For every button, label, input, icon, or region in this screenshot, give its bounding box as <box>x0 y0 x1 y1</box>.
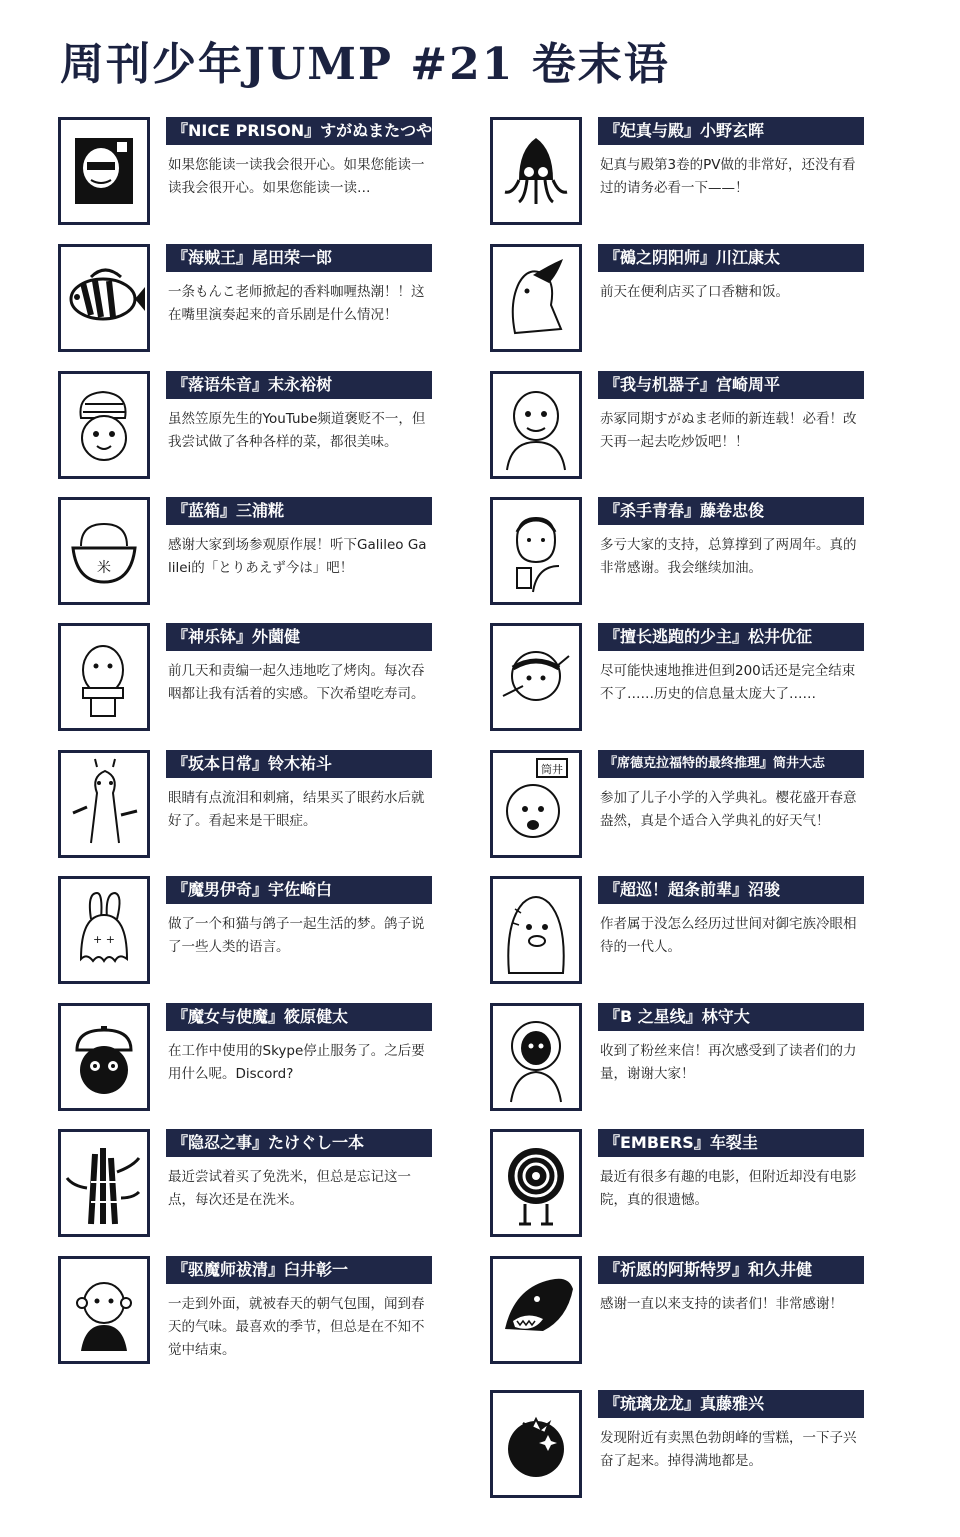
bird-man-icon <box>58 623 150 731</box>
svg-text:筒井: 筒井 <box>541 763 563 776</box>
entry-comment: 作者属于没怎么经历过世间对御宅族冷眼相待的一代人。 <box>600 916 857 955</box>
entry-header: 『蓝箱』三浦糀 <box>166 497 432 525</box>
entry-header: 『B 之星线』林守大 <box>598 1003 864 1031</box>
author-entry <box>490 117 870 227</box>
entry-header: 『坂本日常』铃木祐斗 <box>166 750 432 778</box>
entry-comment: 多亏大家的支持，总算撑到了两周年。真的非常感谢。我会继续加油。 <box>600 537 857 576</box>
bamboo-icon <box>58 1129 150 1237</box>
boy-drinking-icon <box>490 497 582 605</box>
astronaut-icon <box>490 1003 582 1111</box>
entry-header: 『鵺之阴阳师』川江康太 <box>598 244 864 272</box>
entry-header: 『杀手青春』藤卷忠俊 <box>598 497 864 525</box>
entry-comment: 感谢大家到场参观原作展！听下Galileo Galilei的「とりあえず今は」吧！ <box>168 537 427 576</box>
author-entry <box>58 117 438 227</box>
author-entry <box>490 623 870 733</box>
entry-comment: 前几天和责编一起久违地吃了烤肉。每次吞咽都让我有活着的实感。下次希望吃寿司。 <box>168 663 425 702</box>
giraffe-icon <box>58 750 150 858</box>
entry-header: 『隐忍之事』たけぐし一本 <box>166 1129 432 1157</box>
author-entry <box>490 371 870 481</box>
entry-header: 『我与机器子』宫崎周平 <box>598 371 864 399</box>
entry-comment: 一走到外面，就被春天的朝气包围，闻到春天的气味。最喜欢的季节，但总是在不知不觉中结束。 <box>168 1296 425 1358</box>
seal-icon <box>490 876 582 984</box>
author-entry <box>490 1003 870 1113</box>
acorn-icon <box>58 1003 150 1111</box>
author-entry <box>58 244 438 354</box>
author-entry <box>58 1256 438 1366</box>
author-entry <box>58 497 438 607</box>
author-entry <box>490 497 870 607</box>
entry-header: 『驱魔师祓清』臼井彰一 <box>166 1256 432 1284</box>
entry-comment: 一条もんこ老师掀起的香料咖喱热潮！！这在嘴里演奏起来的音乐剧是什么情况！ <box>168 284 425 323</box>
svg-text:+ +: + + <box>93 933 115 946</box>
rice-bowl-icon <box>58 497 150 605</box>
entry-header: 『魔男伊奇』宇佐崎白 <box>166 876 432 904</box>
entry-comment: 收到了粉丝来信！再次感受到了读者们的力量，谢谢大家！ <box>600 1043 857 1082</box>
entry-header: 『琉璃龙龙』真藤雅兴 <box>598 1390 864 1418</box>
entry-comment: 赤冢同期すがぬま老师的新连载！必看！改天再一起去吃炒饭吧！！ <box>600 411 857 450</box>
old-man-icon <box>490 371 582 479</box>
tomato-icon <box>490 1390 582 1498</box>
svg-text:米: 米 <box>97 560 111 576</box>
author-entry <box>490 876 870 986</box>
entry-comment: 感谢一直以来支持的读者们！非常感谢！ <box>600 1296 843 1312</box>
entry-header: 『超巡！超条前辈』沼骏 <box>598 876 864 904</box>
shark-icon <box>490 1256 582 1364</box>
chef-face-icon <box>58 371 150 479</box>
entry-header: 『擅长逃跑的少主』松井优征 <box>598 623 864 651</box>
page-title: 周刊少年JUMP #21 卷末语 <box>60 39 670 90</box>
monkey-icon <box>58 1256 150 1364</box>
entry-header: 『海贼王』尾田荣一郎 <box>166 244 432 272</box>
spiral-creature-icon <box>490 1129 582 1237</box>
author-entry <box>58 750 438 860</box>
author-entry <box>490 1390 870 1500</box>
rabbit-ghost-icon <box>58 876 150 984</box>
entry-header: 『NICE PRISON』すがぬまたつや <box>166 117 432 145</box>
entry-header: 『祈愿的阿斯特罗』和久井健 <box>598 1256 864 1284</box>
author-entry <box>490 1256 870 1366</box>
penguin-icon <box>490 244 582 352</box>
entry-comment: 在工作中使用的Skype停止服务了。之后要用什么呢。Discord? <box>168 1043 425 1082</box>
entry-header: 『EMBERS』车裂圭 <box>598 1129 864 1157</box>
author-entry <box>58 1129 438 1239</box>
author-entry <box>58 876 438 986</box>
entry-header: 『落语朱音』末永裕树 <box>166 371 432 399</box>
entry-comment: 妃真与殿第3卷的PV做的非常好，还没有看过的请务必看一下——！ <box>600 157 856 196</box>
entry-comment: 虽然笠原先生的YouTube频道褒贬不一，但我尝试做了各种各样的菜，都很美味。 <box>168 411 426 450</box>
sunglasses-character-icon <box>58 117 150 225</box>
author-entry <box>490 1129 870 1239</box>
entry-header: 『席德克拉福特的最终推理』筒井大志 <box>598 750 864 778</box>
author-entry <box>490 750 870 860</box>
squid-icon <box>490 117 582 225</box>
author-entry <box>58 371 438 481</box>
entry-comment: 如果您能读一读我会很开心。如果您能读一读我会很开心。如果您能读一读… <box>168 157 425 196</box>
fish-icon <box>58 244 150 352</box>
author-entry <box>58 623 438 733</box>
entry-comment: 眼睛有点流泪和刺痛，结果买了眼药水后就好了。看起来是干眼症。 <box>168 790 425 829</box>
entry-comment: 最近尝试着买了免洗米，但总是忘记这一点，每次还是在洗米。 <box>168 1169 411 1208</box>
kid-name-tag-icon <box>490 750 582 858</box>
entry-comment: 发现附近有卖黑色勃朗峰的雪糕，一下子兴奋了起来。掉得满地都是。 <box>600 1430 857 1469</box>
entry-comment: 尽可能快速地推进但到200话还是完全结束不了……历史的信息量太庞大了…… <box>600 663 856 702</box>
entry-comment: 参加了儿子小学的入学典礼。樱花盛开春意盎然，真是个适合入学典礼的好天气！ <box>600 790 857 829</box>
entry-comment: 做了一个和猫与鸽子一起生活的梦。鸽子说了一些人类的语言。 <box>168 916 425 955</box>
author-entry <box>490 244 870 354</box>
entry-header: 『魔女与使魔』筱原健太 <box>166 1003 432 1031</box>
ball-character-icon <box>490 623 582 731</box>
entry-comment: 最近有很多有趣的电影，但附近却没有电影院，真的很遗憾。 <box>600 1169 857 1208</box>
author-entry <box>58 1003 438 1113</box>
entry-header: 『妃真与殿』小野玄晖 <box>598 117 864 145</box>
entry-header: 『神乐钵』外薗健 <box>166 623 432 651</box>
entry-comment: 前天在便利店买了口香糖和饭。 <box>600 284 789 300</box>
